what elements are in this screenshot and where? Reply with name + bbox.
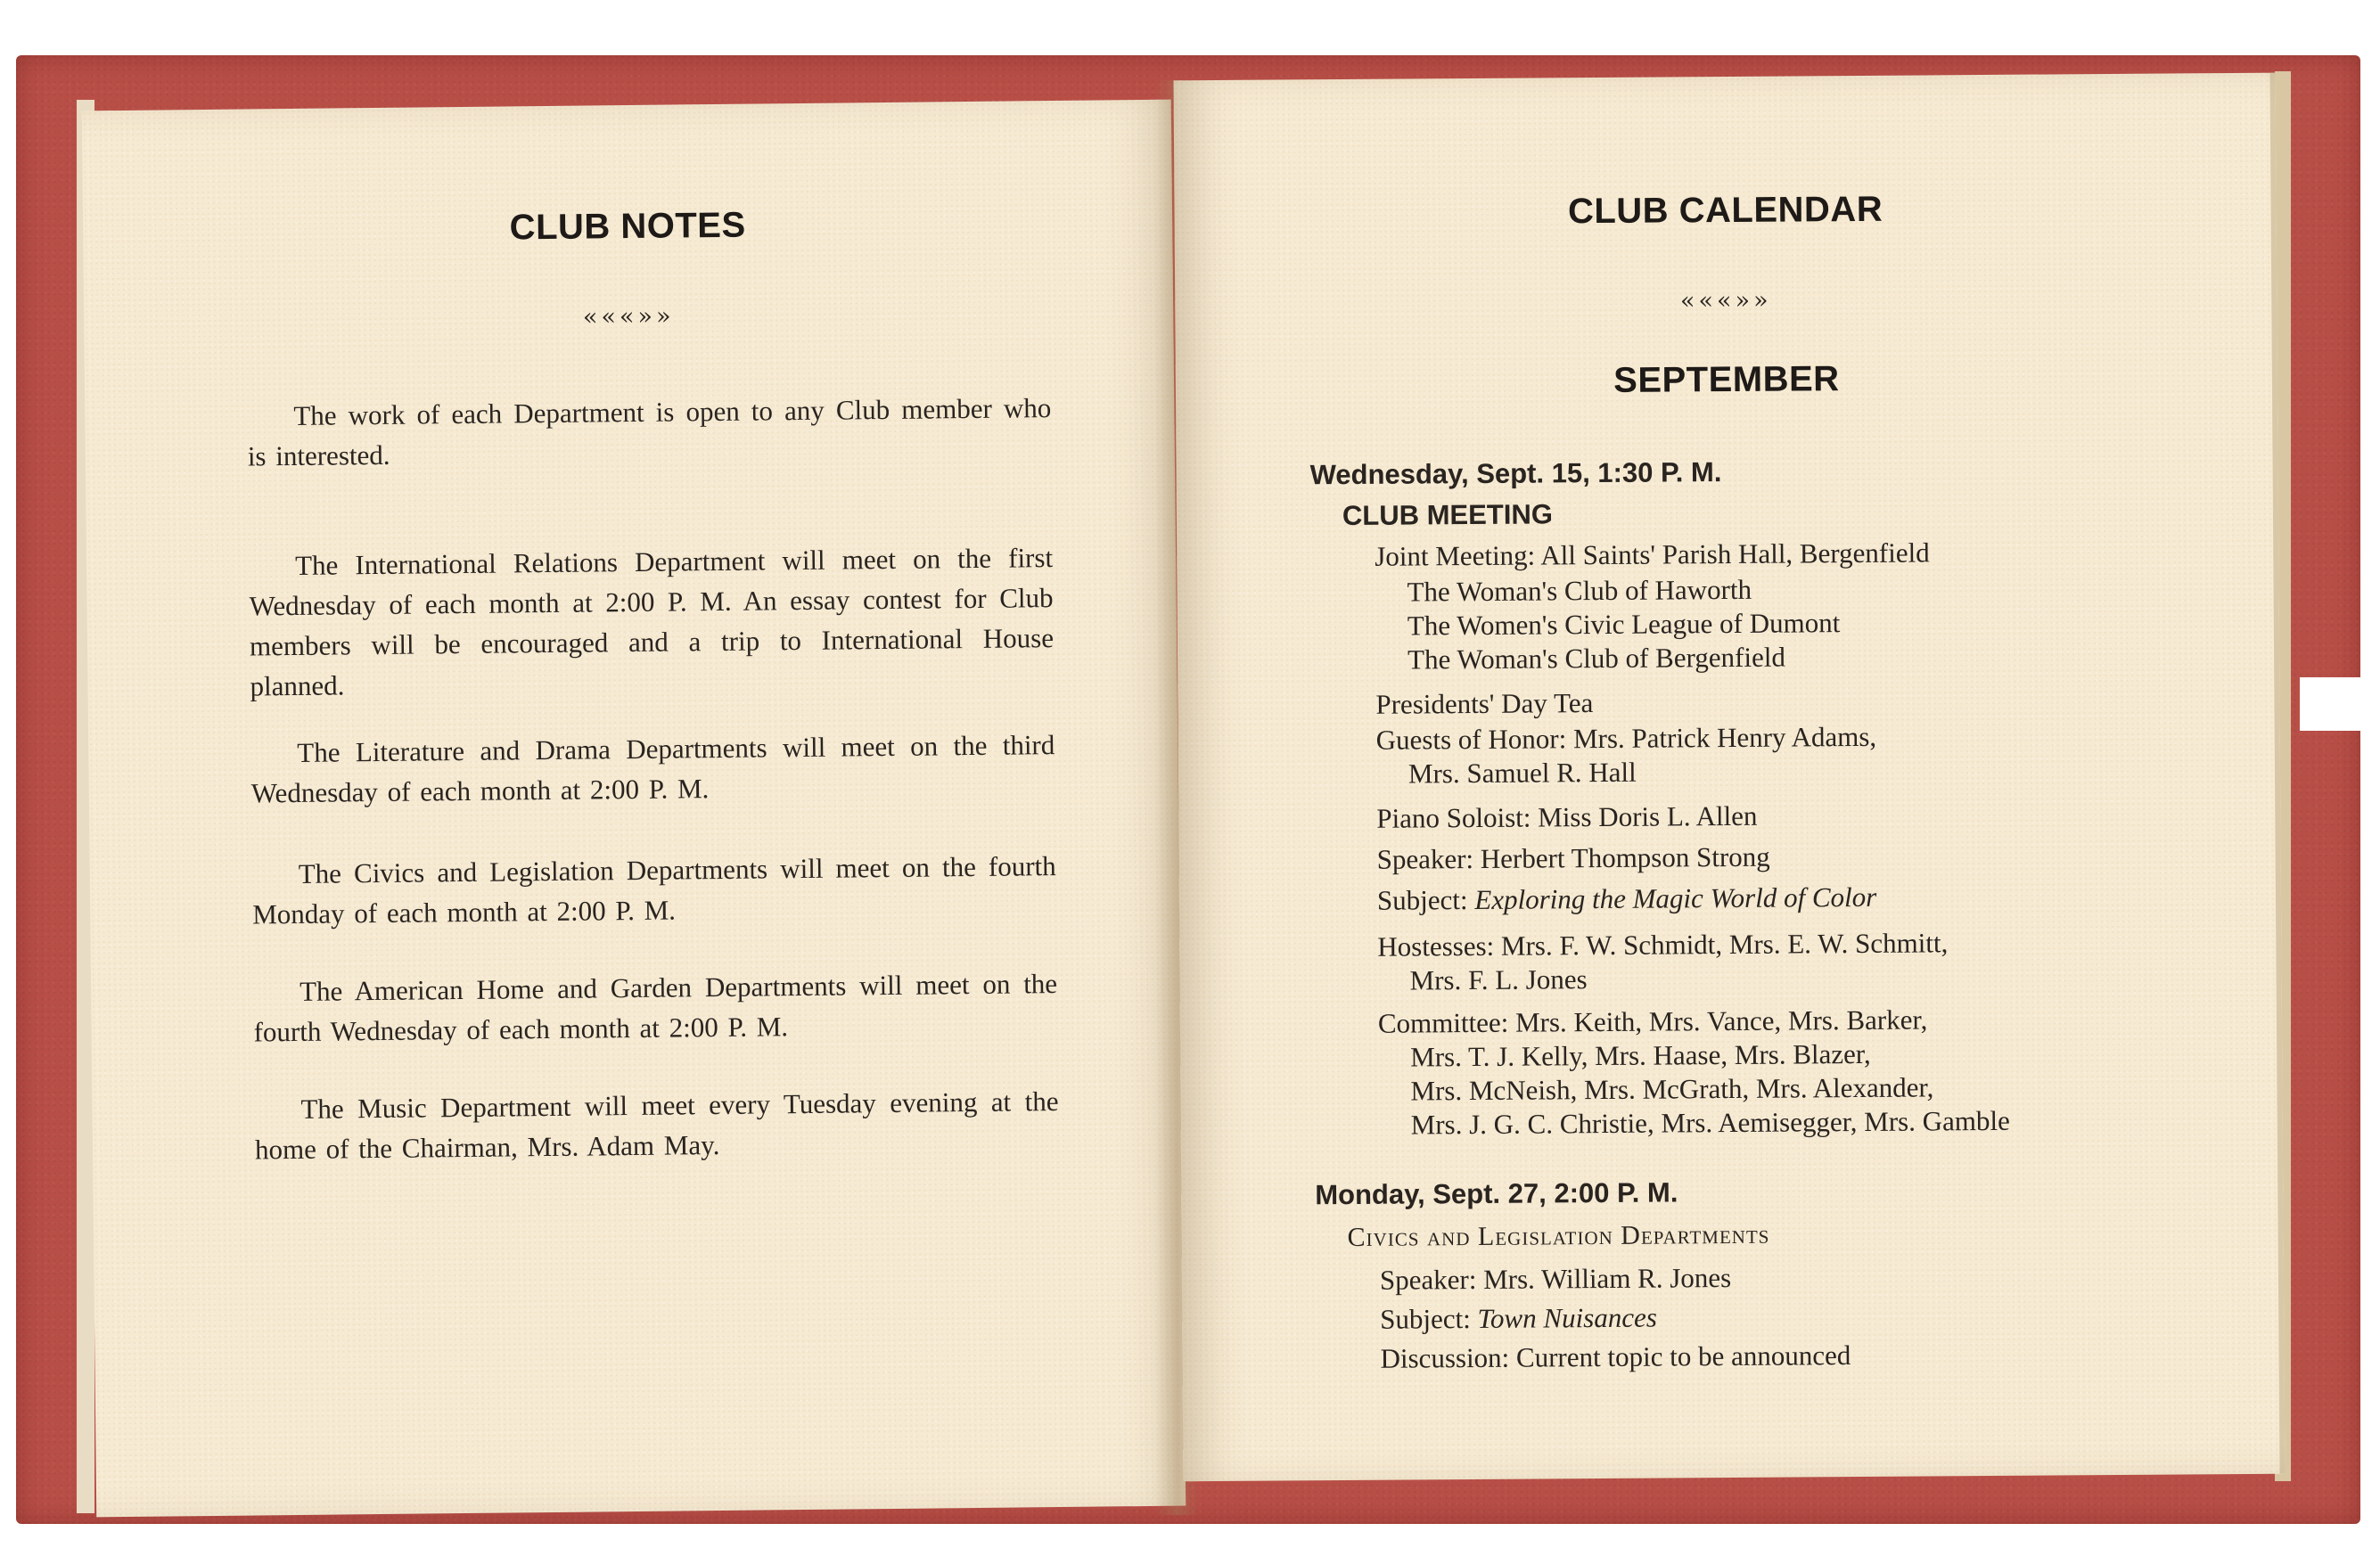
event-date: Monday, Sept. 27, 2:00 P. M.	[1315, 1176, 1678, 1211]
joint-meeting-line: Joint Meeting: All Saints' Parish Hall, Bergenfield	[1375, 536, 1930, 572]
right-page	[1174, 73, 2286, 1482]
speaker-line: Speaker: Mrs. William R. Jones	[1379, 1261, 1732, 1296]
subject-line	[1377, 880, 1877, 919]
speaker-line: Speaker: Herbert Thompson Strong	[1376, 840, 1770, 875]
participating-club: The Woman's Club of Bergenfield	[1407, 641, 1786, 676]
event-date: Wednesday, Sept. 15, 1:30 P. M.	[1309, 456, 1722, 491]
guests-line-2: Mrs. Samuel R. Hall	[1407, 756, 1637, 790]
guests-names: Mrs. Patrick Henry Adams,	[1572, 720, 1877, 755]
committee-line: Mrs. McNeish, Mrs. McGrath, Mrs. Alexander,	[1410, 1071, 1934, 1107]
month-heading: SEPTEMBER	[1613, 359, 1840, 400]
hostesses-line-2: Mrs. F. L. Jones	[1409, 963, 1588, 996]
discussion-line: Discussion: Current topic to be announced	[1380, 1339, 1851, 1374]
club-calendar-title: CLUB CALENDAR	[1567, 189, 1883, 232]
participating-club: The Women's Civic League of Dumont	[1407, 607, 1841, 642]
event-name: Civics and Legislation Departments	[1347, 1219, 1770, 1253]
hostesses-line: Hostesses: Mrs. F. W. Schmidt, Mrs. E. W. Schmitt,	[1377, 927, 1949, 962]
subject-title: Town Nuisances	[1477, 1301, 1657, 1334]
committee-line: Mrs. T. J. Kelly, Mrs. Haase, Mrs. Blazer,	[1410, 1037, 1871, 1073]
committee-line: Committee: Mrs. Keith, Mrs. Vance, Mrs. Barker,	[1377, 1003, 1928, 1039]
note-paragraph: The Civics and Legislation Departments will meet on the fourth Monday of each month at 2:00 P. M.	[252, 850, 1056, 930]
left-page	[82, 100, 1186, 1518]
soloist-line: Piano Soloist: Miss Doris L. Allen	[1376, 799, 1758, 834]
note-paragraph: The work of each Department is open to any Club member who is interested.	[247, 392, 1052, 472]
note-paragraph: The Music Department will meet every Tuesday evening at the home of the Chairman, Mrs. Adam May.	[254, 1085, 1059, 1166]
participating-club: The Woman's Club of Haworth	[1407, 573, 1752, 608]
subject-label: Subject:	[1376, 884, 1468, 916]
note-paragraph: The International Relations Department will meet on the first Wednesday of each month at 2:00 P. M. An essay contest for Club members will be encouraged and a trip to International House planned.	[249, 542, 1055, 702]
subject-label: Subject:	[1380, 1303, 1471, 1335]
guests-label: Guests of Honor:	[1375, 723, 1567, 756]
title-ornament: «««»»	[1679, 286, 1772, 315]
note-paragraph: The American Home and Garden Departments will meet on the fourth Wednesday of each month at 2:00 P. M.	[253, 968, 1058, 1048]
tea-line: Presidents' Day Tea	[1375, 687, 1594, 720]
committee-line: Mrs. J. G. C. Christie, Mrs. Aemisegger, Mrs. Gamble	[1410, 1104, 2010, 1141]
note-paragraph: The Literature and Drama Departments will meet on the third Wednesday of each month at 2:00 P. M.	[250, 729, 1055, 809]
subject-title: Exploring the Magic World of Color	[1474, 880, 1877, 915]
club-notes-title: CLUB NOTES	[509, 205, 746, 248]
title-ornament: «««»»	[582, 302, 675, 332]
event-name: CLUB MEETING	[1342, 498, 1553, 532]
guests-line	[1376, 719, 1877, 758]
subject-line	[1380, 1300, 1657, 1338]
cover-notch	[2300, 677, 2362, 731]
